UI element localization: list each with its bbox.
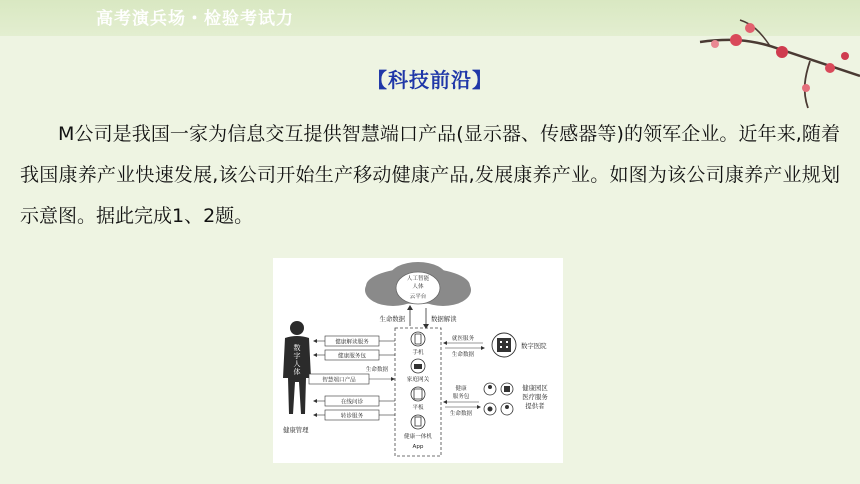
left-box-3 (309, 374, 395, 384)
tablet-icon (411, 387, 425, 401)
person-char-2: 字 (293, 352, 301, 360)
device-app: App (412, 444, 424, 450)
device-kiosk: 健康一体机 (404, 434, 432, 440)
health-management-label: 健康管理 (283, 426, 309, 434)
cloud-line-1: 人工智能 (406, 276, 430, 282)
cloud-line-2: 人体 (412, 284, 424, 290)
left-box-5 (313, 410, 395, 420)
provider-icons (484, 383, 513, 415)
provider-line-2: 医疗服务 (522, 393, 548, 401)
right-package-label: 服务包 (452, 394, 470, 400)
svg-text:智慧端口产品: 智慧端口产品 (322, 377, 356, 384)
phone-icon (411, 332, 425, 346)
right-life-data-label: 生命数据 (449, 411, 473, 417)
arrow-down-label: 数据解读 (431, 315, 457, 323)
left-box-4 (313, 396, 395, 406)
person-char-3: 人 (293, 360, 301, 368)
human-figure (283, 321, 311, 414)
person-char-4: 体 (293, 368, 301, 376)
health-industry-diagram (273, 258, 563, 463)
svg-text:健康解读服务: 健康解读服务 (335, 339, 369, 346)
svg-text:在线问诊: 在线问诊 (340, 399, 364, 406)
section-title: 【科技前沿】 (367, 68, 493, 92)
header-title: 高考演兵场・检验考试力 (96, 9, 294, 29)
digital-hospital-label: 数字医院 (521, 342, 547, 350)
left-box-1 (313, 336, 395, 346)
provider-line-1: 健康园区 (522, 384, 548, 392)
left-box-2 (313, 350, 395, 360)
device-phone: 手机 (412, 350, 424, 356)
person-char-1: 数 (293, 344, 301, 352)
svg-text:健康服务包: 健康服务包 (338, 353, 366, 360)
right-arrow-label-1: 就医服务 (451, 336, 475, 342)
passage-text: M公司是我国一家为信息交互提供智慧端口产品(显示器、传感器等)的领军企业。近年来,随着我国康养产业快速发展,该公司开始生产移动健康产品,发展康养产业。如图为该公司康养产业规划示意图。据此完成1、2题。 (20, 123, 840, 227)
svg-text:转诊服务: 转诊服务 (340, 413, 364, 420)
kiosk-icon (411, 415, 425, 429)
device-gateway: 家庭网关 (406, 377, 430, 383)
provider-line-3: 提供者 (525, 402, 545, 410)
right-health-label: 健康 (455, 386, 467, 392)
cloud-platform (365, 262, 471, 306)
hospital-icon (492, 333, 516, 357)
device-tablet: 平板 (412, 405, 424, 411)
left-life-data-label: 生命数据 (365, 367, 389, 373)
cloud-line-3: 云平台 (409, 294, 427, 300)
right-arrow-label-2: 生命数据 (451, 352, 475, 358)
gateway-icon (411, 359, 425, 373)
arrow-up-label: 生命数据 (379, 315, 405, 323)
